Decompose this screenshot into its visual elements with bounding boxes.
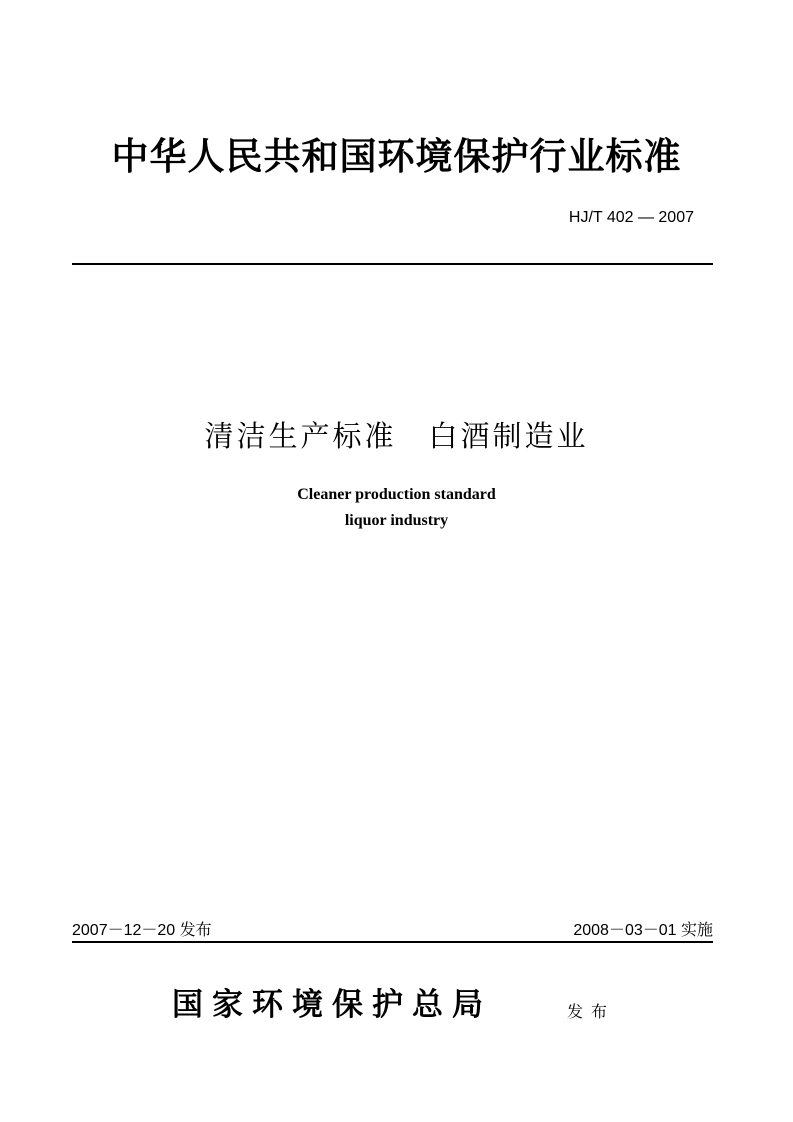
issue-date: 2007－12－20 发布 bbox=[72, 922, 212, 939]
top-divider bbox=[72, 263, 713, 265]
bottom-divider bbox=[72, 941, 713, 943]
document-title-zh: 清洁生产标准 白酒制造业 bbox=[204, 419, 589, 453]
header-title: 中华人民共和国环境保护行业标准 bbox=[111, 135, 682, 178]
standard-number: HJ/T 402 — 2007 bbox=[568, 209, 694, 226]
publish-label: 发布 bbox=[567, 1002, 616, 1021]
implementation-date: 2008－03－01 实施 bbox=[573, 922, 713, 939]
document-title-en-line2: liquor industry bbox=[344, 512, 449, 529]
document-title-en-line1: Cleaner production standard bbox=[297, 486, 496, 503]
publisher: 国家环境保护总局 bbox=[172, 987, 492, 1023]
